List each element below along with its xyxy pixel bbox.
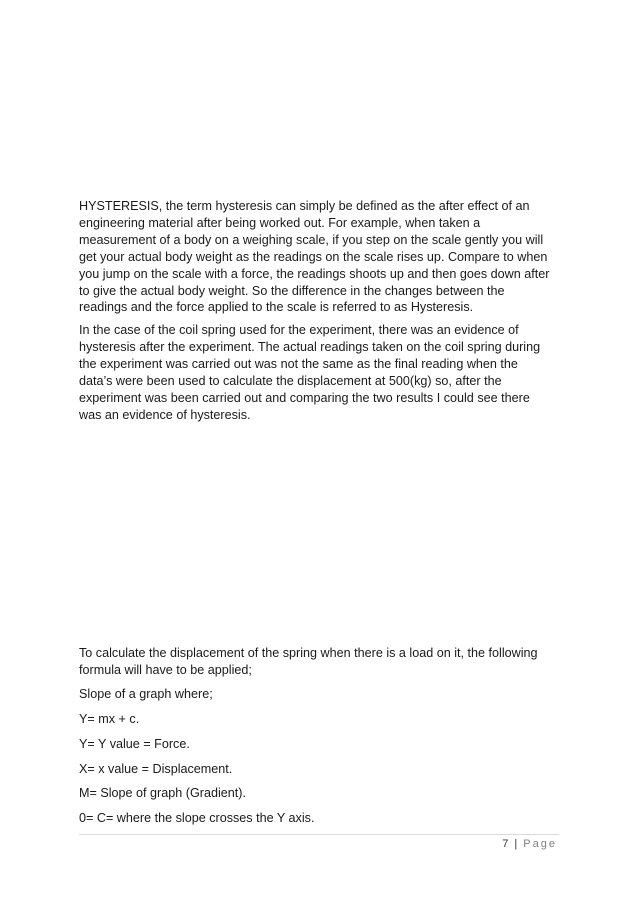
page-label: Page <box>523 838 557 850</box>
lower-text-block <box>79 645 563 835</box>
paragraph-line: In the case of the coil spring used for the experiment, there was an evidence of <box>79 323 519 338</box>
paragraph-line: hysteresis after the experiment. The actual readings taken on the coil spring during <box>79 340 541 355</box>
paragraph-line: experiment was been carried out and comparing the two results I could see there <box>79 390 530 405</box>
paragraph-line: the experiment was carried out was not the same as the final reading when the <box>79 357 518 372</box>
formula-line: Y= Y value = Force. <box>79 736 190 751</box>
paragraph-line: you jump on the scale with a force, the readings shoots up and then goes down after <box>79 266 550 281</box>
paragraph-line: data’s were been used to calculate the displacement at 500(kg) so, after the <box>79 374 502 389</box>
paragraph-line: formula will have to be applied; <box>79 662 252 677</box>
footer-separator: | <box>514 838 518 850</box>
upper-text-block <box>79 198 563 430</box>
coil-spring-paragraph <box>79 322 563 423</box>
paragraph-line: engineering material after being worked out. For example, when taken a <box>79 215 481 230</box>
displacement-intro-paragraph <box>79 645 563 679</box>
formula-line: Slope of a graph where; <box>79 686 213 701</box>
paragraph-line: HYSTERESIS, the term hysteresis can simply be defined as the after effect of an <box>79 199 530 213</box>
footer-divider <box>79 834 559 835</box>
paragraph-line: to give the actual body weight. So the difference in the changes between the <box>79 283 505 298</box>
paragraph-line: get your actual body weight as the readings on the scale rises up. Compare to when <box>79 249 548 264</box>
paragraph-line: readings and the force applied to the scale is referred to as Hysteresis. <box>79 300 474 315</box>
formula-line: Y= mx + c. <box>79 711 140 726</box>
formula-line: 0= C= where the slope crosses the Y axis. <box>79 811 315 826</box>
formula-line: M= Slope of graph (Gradient). <box>79 786 246 801</box>
paragraph-line: measurement of a body on a weighing scale, if you step on the scale gently you will <box>79 232 544 247</box>
page-number: 7 <box>502 838 509 850</box>
page-footer <box>502 838 557 850</box>
formula-line: X= x value = Displacement. <box>79 761 233 776</box>
paragraph-line: was an evidence of hysteresis. <box>79 407 251 422</box>
paragraph-line: To calculate the displacement of the spring when there is a load on it, the following <box>79 646 538 660</box>
hysteresis-paragraph <box>79 198 563 316</box>
